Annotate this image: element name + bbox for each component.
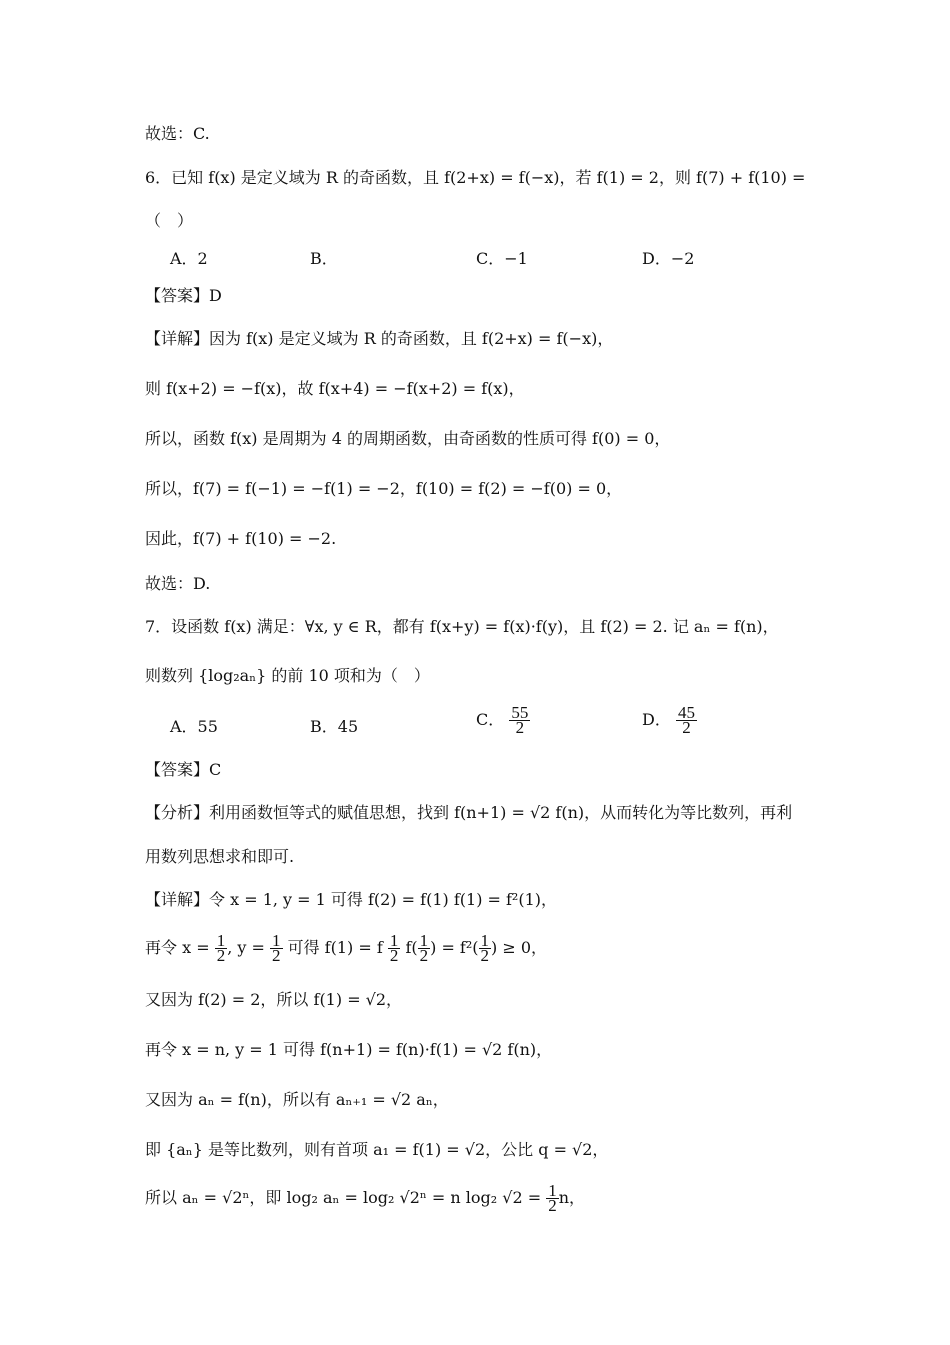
q6-detail-3: 所以，函数 f(x) 是周期为 4 的周期函数，由奇函数的性质可得 f(0) = 0， bbox=[145, 429, 671, 448]
text-run: ) = f²( bbox=[430, 938, 479, 957]
fraction-numerator: 1 bbox=[548, 1181, 557, 1200]
q7-answer: 【答案】C bbox=[145, 760, 222, 779]
q7-detail-2 bbox=[145, 932, 547, 964]
q7-option-b: B．45 bbox=[310, 717, 359, 736]
fraction-half bbox=[388, 931, 401, 965]
answer-line-5: 故选：C. bbox=[145, 124, 210, 143]
fraction-denominator: 2 bbox=[389, 946, 399, 965]
fraction-denominator: 2 bbox=[682, 718, 691, 737]
text-run: 所以 aₙ = √2ⁿ，即 log₂ aₙ = log₂ √2ⁿ = n log₂ √2 = bbox=[145, 1188, 547, 1207]
fraction-numerator: 1 bbox=[216, 931, 226, 950]
fraction-denominator: 2 bbox=[515, 718, 525, 737]
question-6-stem: 6．已知 f(x) 是定义域为 R 的奇函数，且 f(2+x) = f(−x)，若 f(1) = 2，则 f(7) + f(10) = bbox=[145, 168, 806, 187]
q7-detail-6: 即 {aₙ} 是等比数列，则有首项 a₁ = f(1) = √2，公比 q = √2， bbox=[145, 1140, 609, 1159]
q6-option-d: D．−2 bbox=[642, 249, 695, 268]
q7-analysis-2: 用数列思想求和即可. bbox=[145, 847, 295, 866]
q6-option-b: B． bbox=[310, 249, 338, 268]
q7-detail-3: 又因为 f(2) = 2，所以 f(1) = √2， bbox=[145, 990, 403, 1009]
text-run: 再令 x = bbox=[145, 938, 215, 957]
fraction-denominator: 2 bbox=[216, 946, 226, 965]
fraction-half bbox=[546, 1181, 559, 1215]
text-run: n， bbox=[558, 1188, 586, 1207]
fraction-denominator: 2 bbox=[480, 946, 490, 965]
q7-option-c bbox=[476, 703, 530, 737]
q6-option-a: A．2 bbox=[170, 249, 208, 268]
fraction-half bbox=[418, 931, 431, 965]
fraction-half bbox=[479, 931, 492, 965]
text-run: f( bbox=[400, 938, 418, 957]
q7-detail-7 bbox=[145, 1182, 585, 1214]
fraction-denominator: 2 bbox=[419, 946, 429, 965]
q7-detail-5: 又因为 aₙ = f(n)，所以有 aₙ₊₁ = √2 aₙ， bbox=[145, 1090, 449, 1109]
question-6-paren: （ ） bbox=[145, 211, 194, 230]
q6-detail-5: 因此，f(7) + f(10) = −2. bbox=[145, 529, 337, 548]
fraction-numerator: 55 bbox=[511, 703, 529, 722]
q7-option-c-label: C． bbox=[476, 710, 505, 729]
fraction-numerator: 1 bbox=[389, 931, 399, 950]
question-7-stem: 7．设函数 f(x) 满足：∀x, y ∈ R，都有 f(x+y) = f(x)·f(y)，且 f(2) = 2. 记 aₙ = f(n)， bbox=[145, 617, 779, 636]
q6-answer: 【答案】D bbox=[145, 286, 222, 305]
fraction-denominator: 2 bbox=[272, 946, 281, 965]
q7-analysis-1: 【分析】利用函数恒等式的赋值思想，找到 f(n+1) = √2 f(n)，从而转化为等比数列，再利 bbox=[145, 803, 793, 822]
q7-option-d bbox=[642, 703, 697, 737]
q6-option-c: C．−1 bbox=[476, 249, 528, 268]
text-run: 可得 f(1) = f bbox=[282, 938, 388, 957]
fraction-denominator: 2 bbox=[548, 1196, 557, 1215]
q7-option-c-fraction bbox=[509, 703, 530, 737]
fraction-half bbox=[215, 931, 228, 965]
fraction-numerator: 1 bbox=[480, 931, 490, 950]
q6-detail-2: 则 f(x+2) = −f(x)，故 f(x+4) = −f(x+2) = f(x)， bbox=[145, 379, 525, 398]
q7-option-a: A．55 bbox=[170, 717, 218, 736]
text-run: ) ≥ 0， bbox=[491, 938, 548, 957]
fraction-numerator: 1 bbox=[272, 931, 281, 950]
fraction-half bbox=[270, 931, 283, 965]
q7-option-d-label: D． bbox=[642, 710, 671, 729]
q7-detail-1: 【详解】令 x = 1, y = 1 可得 f(2) = f(1) f(1) = f²(1)， bbox=[145, 890, 558, 909]
q6-detail-4: 所以，f(7) = f(−1) = −f(1) = −2，f(10) = f(2) = −f(0) = 0， bbox=[145, 479, 623, 498]
q7-option-d-fraction bbox=[676, 703, 697, 737]
q6-detail-1: 【详解】因为 f(x) 是定义域为 R 的奇函数，且 f(2+x) = f(−x)， bbox=[145, 329, 614, 348]
question-7-stem-2: 则数列 {log₂aₙ} 的前 10 项和为（ ） bbox=[145, 666, 430, 685]
q6-conclusion: 故选：D. bbox=[145, 574, 211, 593]
text-run: , y = bbox=[227, 938, 270, 957]
fraction-numerator: 1 bbox=[419, 931, 429, 950]
q7-detail-4: 再令 x = n, y = 1 可得 f(n+1) = f(n)·f(1) = √2 f(n)， bbox=[145, 1040, 553, 1059]
fraction-numerator: 45 bbox=[677, 703, 695, 722]
